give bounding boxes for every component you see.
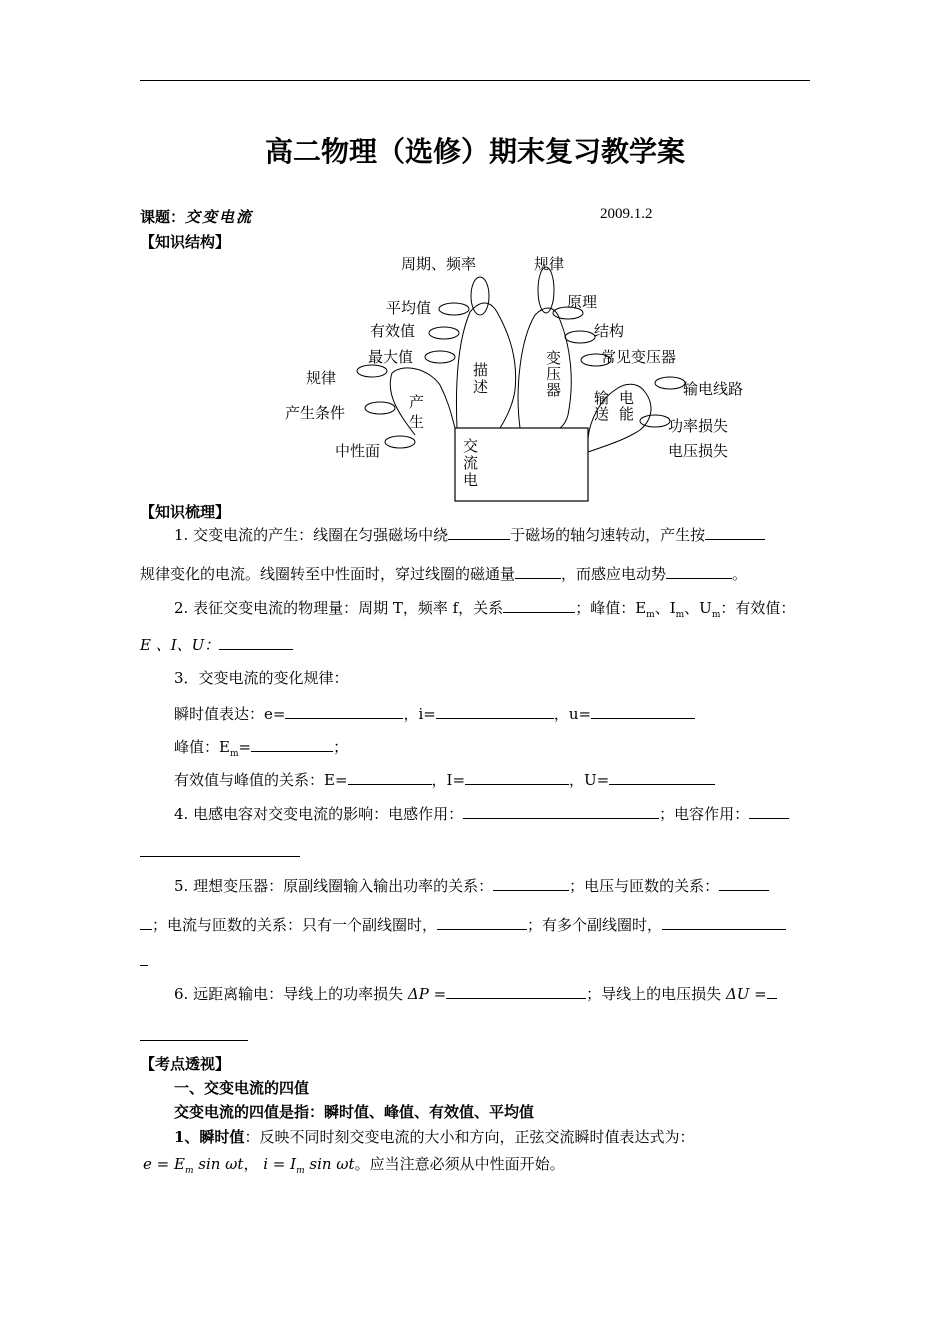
oval-maximum: [425, 351, 455, 363]
label-neutral: 中性面: [335, 442, 381, 460]
label-line: 输电线路: [683, 380, 744, 398]
text: ；电容作用：: [659, 805, 750, 823]
formula: sin ωt: [193, 1155, 244, 1173]
char: 输: [594, 389, 610, 407]
text: 。应当注意必须从中性面开始。: [354, 1155, 565, 1173]
text: ；导线上的电压损失: [586, 985, 722, 1003]
blank: [463, 804, 659, 819]
blank: [705, 525, 765, 540]
item-3-title: 3．交变电流的变化规律：: [174, 669, 349, 687]
blank: [436, 704, 554, 719]
item-2-line-2: [140, 634, 293, 655]
item-5-line-2: [140, 914, 786, 935]
oval-neutral: [385, 436, 415, 448]
blank: [446, 984, 586, 999]
blank: [437, 915, 527, 930]
text: 规律变化的电流。线圈转至中性面时，穿过线圈的磁通量: [140, 565, 516, 583]
char: 变: [546, 349, 562, 367]
text: ：有效值：: [720, 599, 796, 617]
text: ，i=: [403, 705, 436, 723]
item-3-instant: [174, 703, 695, 724]
subscript: m: [229, 749, 239, 759]
oval-average: [439, 303, 469, 315]
blank: [503, 598, 575, 613]
blank: [219, 635, 293, 650]
text: ，而感应电动势: [561, 565, 667, 583]
text: ：反映不同时刻交变电流的大小和方向，正弦交流瞬时值表达式为：: [244, 1128, 695, 1146]
text: 2. 表征交变电流的物理量：周期 T，频率 f，关系: [174, 599, 504, 617]
label-law-left: 规律: [306, 369, 337, 387]
char: 送: [594, 405, 610, 423]
item-6-line-1: [174, 983, 777, 1004]
char: 流: [463, 454, 479, 472]
blank: [465, 770, 569, 785]
text: ；峰值：E: [575, 599, 647, 617]
formula: ΔP =: [407, 985, 447, 1003]
formula: e = E: [143, 1155, 185, 1173]
formula: ΔU =: [725, 985, 767, 1003]
oval-effective: [429, 327, 459, 339]
text: ，: [243, 1155, 259, 1173]
text: ；有多个副线圈时，: [527, 916, 663, 934]
date: 2009.1.2: [600, 206, 653, 222]
blank: [251, 737, 333, 752]
page-title: 高二物理（选修）期末复习教学案: [264, 135, 685, 168]
subscript: m: [296, 1166, 305, 1176]
subscript: m: [711, 610, 721, 620]
text: 有效值与峰值的关系：E=: [174, 771, 348, 789]
char: 电: [463, 471, 479, 489]
item-1-line-2: [140, 563, 747, 584]
item-3-effective: [174, 769, 715, 790]
oval-condition: [365, 402, 395, 414]
blank: [719, 876, 769, 891]
blank: [749, 804, 789, 819]
text: ；电流与匝数的关系：只有一个副线圈时，: [152, 916, 438, 934]
blank: [515, 564, 561, 579]
text: 瞬时值表达：e=: [174, 705, 286, 723]
focus-heading-2: 交变电流的四值是指：瞬时值、峰值、有效值、平均值: [174, 1103, 535, 1121]
blank: [666, 564, 732, 579]
focus-formula-line: [143, 1153, 565, 1176]
item-5-blank-continuation: [140, 965, 148, 966]
label-effective: 有效值: [370, 322, 416, 340]
char: 压: [546, 365, 562, 383]
text: 5. 理想变压器：原副线圈输入输出功率的关系：: [174, 877, 494, 895]
text: 于磁场的轴匀速转动，产生按: [510, 526, 706, 544]
label-law-top: 规律: [534, 255, 565, 273]
text: =: [238, 738, 252, 756]
text: ，I=: [431, 771, 466, 789]
char: 产: [409, 393, 425, 411]
label-maximum: 最大值: [368, 348, 414, 366]
text: 、I: [654, 599, 676, 617]
text: 1. 交变电流的产生：线圈在匀强磁场中绕: [174, 526, 449, 544]
label-structure: 结构: [594, 322, 625, 340]
finger-produce-label: [409, 392, 424, 432]
label-common-transformer: 常见变压器: [601, 348, 677, 366]
label-condition: 产生条件: [285, 404, 346, 422]
section-focus: 【考点透视】: [140, 1055, 231, 1073]
item-4-blank-continuation: [140, 856, 300, 857]
blank: [662, 915, 786, 930]
label-principle: 原理: [567, 293, 598, 311]
char: 生: [409, 413, 425, 431]
item-4-line-1: [174, 803, 789, 824]
finger-transformer: [518, 308, 571, 428]
item-2-line-1: [174, 597, 795, 620]
label-power-loss: 功率损失: [668, 417, 729, 435]
focus-para-1: [174, 1126, 694, 1147]
oval-power-loss: [640, 415, 670, 427]
label-average: 平均值: [386, 299, 432, 317]
topic-value: 交变电流: [185, 208, 254, 226]
label-period-freq: 周期、频率: [401, 255, 477, 273]
item-1-line-1: [174, 524, 765, 545]
section-review: 【知识梳理】: [140, 503, 231, 521]
text: E 、I、U：: [140, 636, 220, 654]
formula: sin ωt: [304, 1155, 355, 1173]
text: ；: [333, 738, 349, 756]
focus-heading-1: 一、交变电流的四值: [174, 1079, 310, 1097]
text: 、U: [684, 599, 712, 617]
blank: [348, 770, 432, 785]
blank: [609, 770, 715, 785]
text: 。: [732, 565, 748, 583]
subscript: m: [675, 610, 685, 620]
item-6-blank-continuation: [140, 1040, 248, 1041]
blank: [591, 704, 695, 719]
text: 4. 电感电容对交变电流的影响：电感作用：: [174, 805, 464, 823]
text: 1、瞬时值: [174, 1128, 245, 1146]
finger-describe-label: [473, 362, 488, 396]
text: ，U=: [569, 771, 610, 789]
subscript: m: [184, 1166, 194, 1176]
text: ；电压与匝数的关系：: [569, 877, 720, 895]
char: 电: [619, 389, 635, 407]
finger-transformer-label: [546, 350, 561, 398]
formula: i = I: [263, 1155, 297, 1173]
char: 述: [473, 378, 489, 396]
char: 交: [463, 437, 479, 455]
text: 6. 远距离输电：导线上的功率损失: [174, 985, 404, 1003]
subscript: m: [646, 610, 655, 620]
char: 描: [473, 361, 489, 379]
blank: [448, 525, 510, 540]
blank: [493, 876, 569, 891]
char: 能: [619, 405, 635, 423]
oval-period: [471, 277, 489, 315]
topic-label: 课题：: [140, 208, 186, 226]
item-5-line-1: [174, 875, 769, 896]
finger-transmit-label-b: [619, 390, 634, 422]
blank: [140, 915, 152, 930]
char: 器: [546, 381, 562, 399]
blank: [285, 704, 403, 719]
text: 峰值：E: [174, 738, 230, 756]
ac-box-label: [463, 438, 478, 489]
blank: [767, 984, 777, 999]
oval-structure: [565, 331, 595, 343]
finger-transmit-label-a: [594, 390, 609, 422]
label-voltage-loss: 电压损失: [668, 442, 729, 460]
text: ，u=: [553, 705, 592, 723]
section-structure: 【知识结构】: [140, 233, 231, 251]
item-3-peak: [174, 736, 348, 759]
oval-line: [655, 377, 685, 389]
